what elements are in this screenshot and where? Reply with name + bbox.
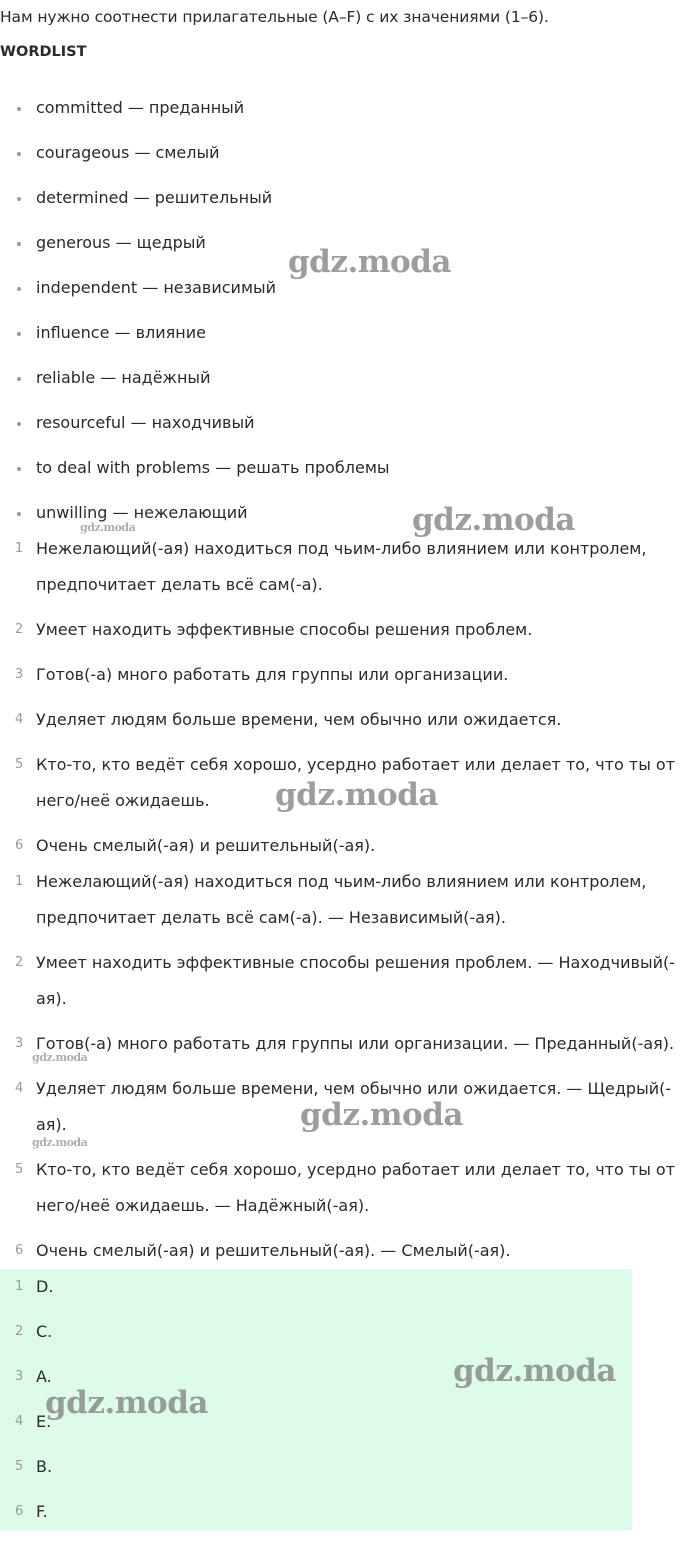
watermark: gdz.moda xyxy=(45,1385,208,1421)
task-item xyxy=(0,657,680,693)
answer-letter: D. xyxy=(36,1277,54,1296)
task-item xyxy=(0,612,680,648)
item-number: 5 xyxy=(15,1162,24,1177)
answer-item xyxy=(0,1233,680,1269)
wordlist xyxy=(0,95,390,545)
task-text: Кто-то, кто ведёт себя хорошо, усердно работает или делает то, что ты от него/неё ожидаешь. xyxy=(36,755,676,810)
watermark: gdz.moda xyxy=(453,1353,616,1389)
item-number: 3 xyxy=(15,1369,24,1384)
answer-letter: B. xyxy=(36,1457,53,1476)
answer-text: Уделяет людям больше времени, чем обычно или ожидается. — Щедрый(-ая). xyxy=(36,1079,672,1134)
answer-key-item xyxy=(0,1269,53,1314)
item-number: 2 xyxy=(15,955,24,970)
list-item: independent — независимый xyxy=(0,275,390,320)
item-number: 5 xyxy=(15,757,24,772)
list-item: committed — преданный xyxy=(0,95,390,140)
watermark: gdz.moda xyxy=(288,244,451,280)
item-number: 4 xyxy=(15,1414,24,1429)
task-list xyxy=(0,531,680,873)
task-item xyxy=(0,531,680,603)
list-item: generous — щедрый xyxy=(0,230,390,275)
task-text: Уделяет людям больше времени, чем обычно или ожидается. xyxy=(36,710,562,729)
item-number: 1 xyxy=(15,874,24,889)
item-number: 6 xyxy=(15,1243,24,1258)
task-text: Нежелающий(-ая) находиться под чьим-либо влиянием или контролем, предпочитает делать всё сам(-а). xyxy=(36,539,647,594)
list-item: to deal with problems — решать проблемы xyxy=(0,455,390,500)
item-number: 6 xyxy=(15,838,24,853)
answer-explanations xyxy=(0,864,680,1278)
item-number: 3 xyxy=(15,1036,24,1051)
task-item xyxy=(0,702,680,738)
list-item: resourceful — находчивый xyxy=(0,410,390,455)
item-number: 6 xyxy=(15,1504,24,1519)
watermark: gdz.moda xyxy=(32,1051,88,1064)
item-number: 1 xyxy=(15,1279,24,1294)
watermark: gdz.moda xyxy=(275,777,438,813)
intro-text: Нам нужно соотнести прилагательные (A–F) с их значениями (1–6). xyxy=(0,8,549,26)
item-number: 4 xyxy=(15,712,24,727)
wordlist-heading: WORDLIST xyxy=(0,44,87,60)
answer-letter: F. xyxy=(36,1502,48,1521)
answer-text: Умеет находить эффективные способы решения проблем. — Находчивый(-ая). xyxy=(36,953,675,1008)
watermark: gdz.moda xyxy=(32,1136,88,1149)
answer-letter: A. xyxy=(36,1367,52,1386)
watermark: gdz.moda xyxy=(80,521,136,534)
answer-item xyxy=(0,945,680,1017)
answer-item xyxy=(0,864,680,936)
task-text: Очень смелый(-ая) и решительный(-ая). xyxy=(36,836,376,855)
answer-letter: E. xyxy=(36,1412,52,1431)
list-item: unwilling — нежелающий xyxy=(0,500,390,545)
item-number: 3 xyxy=(15,667,24,682)
task-text: Готов(-а) много работать для группы или организации. xyxy=(36,665,509,684)
task-text: Умеет находить эффективные способы решения проблем. xyxy=(36,620,533,639)
answer-item xyxy=(0,1152,680,1224)
watermark: gdz.moda xyxy=(300,1097,463,1133)
list-item: influence — влияние xyxy=(0,320,390,365)
answer-item xyxy=(0,1026,680,1062)
answer-key-item xyxy=(0,1314,53,1359)
answer-text: Очень смелый(-ая) и решительный(-ая). — Смелый(-ая). xyxy=(36,1241,511,1260)
list-item: courageous — смелый xyxy=(0,140,390,185)
answer-text: Кто-то, кто ведёт себя хорошо, усердно работает или делает то, что ты от него/неё ожидаешь. — Надёжный(-ая). xyxy=(36,1160,676,1215)
answer-key-item xyxy=(0,1494,53,1539)
item-number: 5 xyxy=(15,1459,24,1474)
answer-letter: C. xyxy=(36,1322,53,1341)
answer-text: Готов(-а) много работать для группы или организации. — Преданный(-ая). xyxy=(36,1034,675,1053)
list-item: determined — решительный xyxy=(0,185,390,230)
item-number: 4 xyxy=(15,1081,24,1096)
item-number: 1 xyxy=(15,541,24,556)
item-number: 2 xyxy=(15,1324,24,1339)
task-item xyxy=(0,828,680,864)
watermark: gdz.moda xyxy=(412,502,575,538)
list-item: reliable — надёжный xyxy=(0,365,390,410)
answer-key-item xyxy=(0,1449,53,1494)
answer-text: Нежелающий(-ая) находиться под чьим-либо влиянием или контролем, предпочитает делать всё сам(-а). — Независимый(-ая). xyxy=(36,872,647,927)
item-number: 2 xyxy=(15,622,24,637)
